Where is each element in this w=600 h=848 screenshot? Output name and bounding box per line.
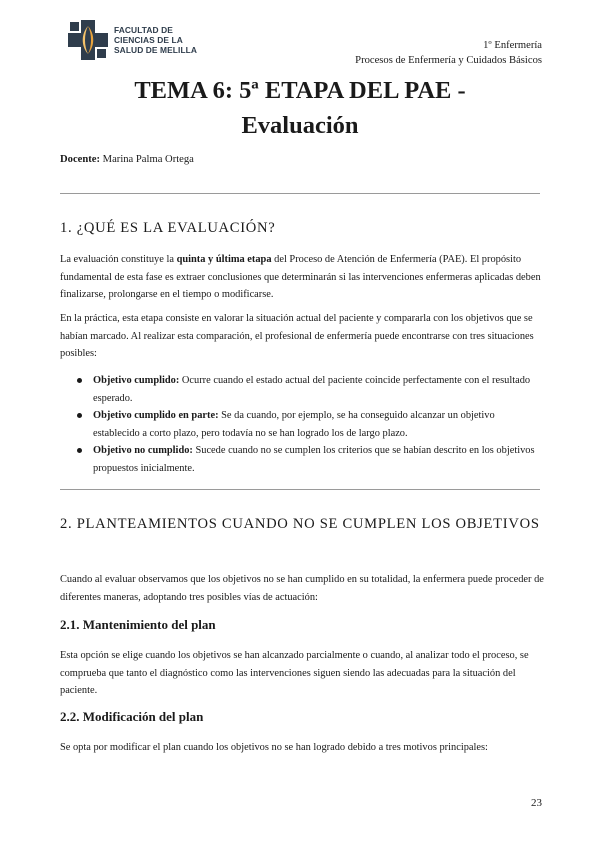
- header-subject: Procesos de Enfermería y Cuidados Básicos: [355, 55, 542, 66]
- bullet-term: Objetivo cumplido en parte:: [93, 410, 219, 421]
- section-1-p1-after: del Proceso de Atención de Enfermería (PAE). El propósito fundamental de esta fase es extraer conclusiones que determinarán si las intervenciones enfermeras aplicadas deben finalizarse, prolongarse en el tiempo o modificarse.: [60, 254, 541, 300]
- section-1-heading: 1. ¿QUÉ ES LA EVALUACIÓN?: [60, 220, 276, 236]
- section-1-p1-before: La evaluación constituye la: [60, 254, 177, 265]
- divider-2: [60, 489, 540, 490]
- bullet-text: Se da cuando, por ejemplo, se ha conseguido alcanzar un objetivo establecido a corto plazo, pero todavía no se han logrado los de largo plazo.: [93, 410, 495, 439]
- bullet-text: Ocurre cuando el estado actual del paciente coincide perfectamente con el resultado esperado.: [93, 375, 531, 404]
- section-1-paragraph-2: En la práctica, esta etapa consiste en valorar la situación actual del paciente y compararla con los objetivos que se habían marcado. Al realizar esta comparación, el profesional de enfermería puede encontrarse con tres situaciones posibles:: [60, 313, 534, 359]
- faculty-logo-text: [114, 25, 197, 55]
- header-course: 1º Enfermería: [483, 40, 542, 51]
- section-1-paragraph-1: [60, 251, 546, 304]
- faculty-logo: [68, 20, 197, 60]
- section-1-p1-bold: quinta y última etapa: [176, 254, 272, 265]
- logo-line-2: CIENCIAS DE LA: [114, 35, 183, 45]
- section-2-heading: 2. PLANTEAMIENTOS CUANDO NO SE CUMPLEN LOS OBJETIVOS: [60, 516, 540, 532]
- page-title: [60, 73, 540, 143]
- evaluation-outcomes-list: [60, 372, 540, 477]
- subsection-2-2-text: Se opta por modificar el plan cuando los objetivos no se han logrado debido a tres motivos principales:: [60, 742, 488, 753]
- subsection-2-1-heading: 2.1. Mantenimiento del plan: [60, 617, 216, 632]
- bullet-icon: [77, 413, 82, 418]
- page-title-line-1: TEMA 6: 5ª ETAPA DEL PAE -: [134, 77, 466, 104]
- docente-name: Marina Palma Ortega: [102, 154, 194, 165]
- divider-1: [60, 193, 540, 194]
- bullet-text: Sucede cuando no se cumplen los criterios que se habían descrito en los objetivos propuestos inicialmente.: [93, 445, 535, 474]
- header-course-info: [355, 38, 542, 68]
- subsection-2-2-heading: 2.2. Modificación del plan: [60, 709, 204, 724]
- logo-line-3: SALUD DE MELILLA: [114, 45, 198, 55]
- bullet-icon: [77, 448, 82, 453]
- list-item: [60, 442, 540, 477]
- bullet-term: Objetivo cumplido:: [93, 375, 180, 386]
- subsection-2-1-text: Esta opción se elige cuando los objetivos se han alcanzado parcialmente o cuando, al analizar todo el proceso, se comprueba que tanto el diagnóstico como las intervenciones siguen siendo las adecuadas para la situación del paciente.: [60, 650, 529, 696]
- faculty-logo-icon: [68, 20, 108, 60]
- bullet-icon: [77, 378, 82, 383]
- list-item: [60, 372, 540, 407]
- list-item: [60, 407, 540, 442]
- docente-line: [60, 154, 194, 165]
- docente-label: Docente:: [60, 154, 101, 165]
- bullet-term: Objetivo no cumplido:: [93, 445, 193, 456]
- page-number: 23: [531, 797, 542, 809]
- logo-line-1: FACULTAD DE: [114, 25, 173, 35]
- page-title-line-2: Evaluación: [241, 112, 359, 139]
- section-2-intro: Cuando al evaluar observamos que los objetivos no se han cumplido en su totalidad, la enfermera puede proceder de diferentes maneras, adoptando tres posibles vías de actuación:: [60, 574, 544, 603]
